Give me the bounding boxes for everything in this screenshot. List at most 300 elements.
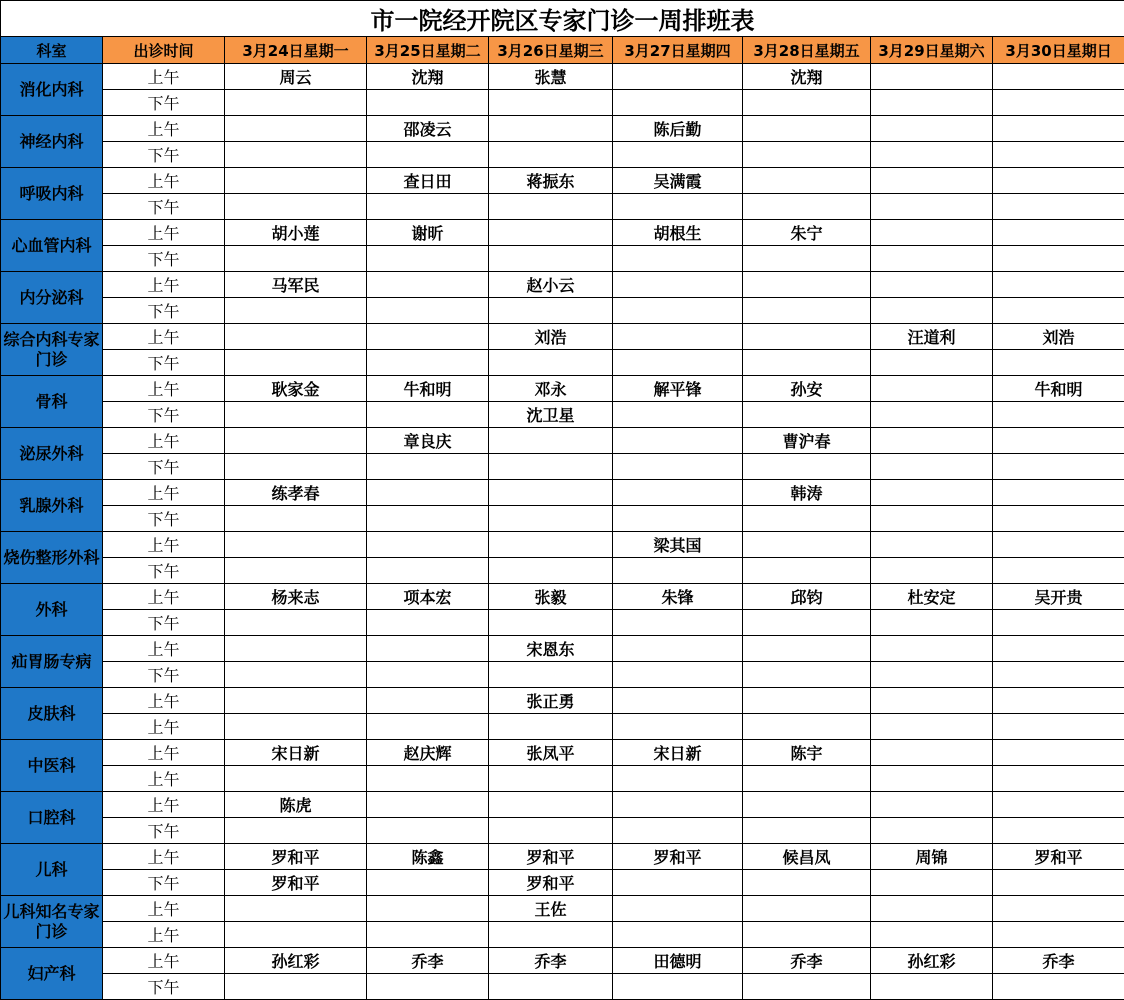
doctor-cell (993, 90, 1124, 116)
doctor-cell (613, 64, 743, 90)
doctor-cell (367, 974, 489, 1000)
doctor-cell (993, 662, 1124, 688)
doctor-cell: 张凤平 (489, 740, 613, 766)
doctor-cell (871, 142, 993, 168)
doctor-cell (613, 714, 743, 740)
doctor-cell (367, 246, 489, 272)
doctor-cell: 吴满霞 (613, 168, 743, 194)
doctor-cell (367, 454, 489, 480)
doctor-cell: 乔李 (993, 948, 1124, 974)
department-name: 中医科 (1, 740, 103, 792)
doctor-cell (743, 610, 871, 636)
doctor-cell (743, 896, 871, 922)
doctor-cell (489, 90, 613, 116)
header-day: 3月25日星期二 (367, 37, 489, 64)
doctor-cell (993, 168, 1124, 194)
doctor-cell (871, 246, 993, 272)
doctor-cell (367, 896, 489, 922)
doctor-cell (871, 688, 993, 714)
doctor-cell (367, 194, 489, 220)
table-row (1, 64, 1124, 90)
doctor-cell (367, 610, 489, 636)
doctor-cell (367, 766, 489, 792)
doctor-cell (743, 194, 871, 220)
table-row (1, 584, 1124, 610)
doctor-cell (613, 662, 743, 688)
header-time: 出诊时间 (103, 37, 225, 64)
doctor-cell (489, 454, 613, 480)
doctor-cell: 孙红彩 (871, 948, 993, 974)
doctor-cell (367, 350, 489, 376)
department-name: 乳腺外科 (1, 480, 103, 532)
doctor-cell (225, 714, 367, 740)
doctor-cell: 张毅 (489, 584, 613, 610)
time-slot: 上午 (103, 844, 225, 870)
doctor-cell (743, 90, 871, 116)
doctor-cell: 罗和平 (225, 844, 367, 870)
doctor-cell (225, 246, 367, 272)
doctor-cell (225, 298, 367, 324)
department-name: 综合内科专家门诊 (1, 324, 103, 376)
doctor-cell (225, 428, 367, 454)
table-row (1, 792, 1124, 818)
doctor-cell (225, 558, 367, 584)
time-slot: 上午 (103, 688, 225, 714)
doctor-cell (367, 272, 489, 298)
doctor-cell (993, 454, 1124, 480)
doctor-cell (871, 532, 993, 558)
doctor-cell (871, 272, 993, 298)
doctor-cell: 吴开贵 (993, 584, 1124, 610)
doctor-cell (871, 64, 993, 90)
doctor-cell (225, 636, 367, 662)
doctor-cell (871, 506, 993, 532)
department-name: 泌尿外科 (1, 428, 103, 480)
doctor-cell (489, 558, 613, 584)
doctor-cell (613, 90, 743, 116)
doctor-cell: 沈卫星 (489, 402, 613, 428)
doctor-cell (613, 272, 743, 298)
doctor-cell (225, 194, 367, 220)
doctor-cell (871, 740, 993, 766)
doctor-cell (613, 792, 743, 818)
doctor-cell (225, 90, 367, 116)
doctor-cell (367, 636, 489, 662)
doctor-cell: 邵凌云 (367, 116, 489, 142)
doctor-cell: 章良庆 (367, 428, 489, 454)
doctor-cell (489, 506, 613, 532)
doctor-cell (489, 818, 613, 844)
header-department: 科室 (1, 37, 103, 64)
doctor-cell: 罗和平 (225, 870, 367, 896)
doctor-cell (225, 116, 367, 142)
header-day: 3月26日星期三 (489, 37, 613, 64)
time-slot: 下午 (103, 142, 225, 168)
doctor-cell (743, 662, 871, 688)
doctor-cell: 邱钧 (743, 584, 871, 610)
doctor-cell (743, 870, 871, 896)
doctor-cell: 谢昕 (367, 220, 489, 246)
doctor-cell (871, 662, 993, 688)
doctor-cell: 陈宇 (743, 740, 871, 766)
table-row (1, 948, 1124, 974)
doctor-cell (743, 402, 871, 428)
time-slot: 上午 (103, 168, 225, 194)
doctor-cell (871, 350, 993, 376)
time-slot: 下午 (103, 506, 225, 532)
table-row (1, 324, 1124, 350)
doctor-cell (871, 194, 993, 220)
table-row (1, 480, 1124, 506)
doctor-cell (225, 142, 367, 168)
doctor-cell: 耿家金 (225, 376, 367, 402)
doctor-cell (871, 818, 993, 844)
doctor-cell (871, 298, 993, 324)
time-slot: 上午 (103, 948, 225, 974)
doctor-cell: 宋恩东 (489, 636, 613, 662)
doctor-cell (489, 116, 613, 142)
doctor-cell (613, 974, 743, 1000)
doctor-cell (613, 922, 743, 948)
doctor-cell: 杨来志 (225, 584, 367, 610)
table-row (1, 688, 1124, 714)
doctor-cell (993, 870, 1124, 896)
table-row (1, 922, 1124, 948)
doctor-cell: 朱锋 (613, 584, 743, 610)
doctor-cell: 孙红彩 (225, 948, 367, 974)
doctor-cell: 罗和平 (613, 844, 743, 870)
doctor-cell (613, 142, 743, 168)
time-slot: 下午 (103, 194, 225, 220)
table-row (1, 194, 1124, 220)
department-name: 呼吸内科 (1, 168, 103, 220)
table-row (1, 272, 1124, 298)
doctor-cell (743, 298, 871, 324)
doctor-cell (871, 714, 993, 740)
department-name: 皮肤科 (1, 688, 103, 740)
table-row (1, 818, 1124, 844)
time-slot: 下午 (103, 246, 225, 272)
doctor-cell: 周锦 (871, 844, 993, 870)
doctor-cell (871, 896, 993, 922)
doctor-cell: 梁其国 (613, 532, 743, 558)
doctor-cell: 张慧 (489, 64, 613, 90)
table-row (1, 350, 1124, 376)
doctor-cell (489, 298, 613, 324)
doctor-cell: 罗和平 (489, 870, 613, 896)
doctor-cell (367, 324, 489, 350)
doctor-cell (489, 792, 613, 818)
doctor-cell (871, 90, 993, 116)
table-row (1, 558, 1124, 584)
doctor-cell (993, 688, 1124, 714)
doctor-cell (993, 246, 1124, 272)
doctor-cell (613, 688, 743, 714)
doctor-cell (993, 194, 1124, 220)
doctor-cell (993, 506, 1124, 532)
doctor-cell (367, 714, 489, 740)
time-slot: 上午 (103, 714, 225, 740)
time-slot: 上午 (103, 64, 225, 90)
time-slot: 下午 (103, 610, 225, 636)
doctor-cell: 曹沪春 (743, 428, 871, 454)
doctor-cell: 罗和平 (993, 844, 1124, 870)
table-row (1, 220, 1124, 246)
time-slot: 下午 (103, 350, 225, 376)
time-slot: 上午 (103, 532, 225, 558)
doctor-cell (993, 350, 1124, 376)
time-slot: 下午 (103, 558, 225, 584)
doctor-cell (613, 610, 743, 636)
doctor-cell (367, 298, 489, 324)
doctor-cell (993, 402, 1124, 428)
doctor-cell: 刘浩 (489, 324, 613, 350)
time-slot: 下午 (103, 402, 225, 428)
page-title: 市一院经开院区专家门诊一周排班表 (1, 1, 1124, 37)
doctor-cell (743, 246, 871, 272)
department-name: 儿科知名专家门诊 (1, 896, 103, 948)
doctor-cell: 沈翔 (743, 64, 871, 90)
doctor-cell (367, 142, 489, 168)
doctor-cell: 查日田 (367, 168, 489, 194)
doctor-cell (871, 974, 993, 1000)
doctor-cell (613, 480, 743, 506)
doctor-cell (871, 636, 993, 662)
doctor-cell: 沈翔 (367, 64, 489, 90)
doctor-cell: 乔李 (489, 948, 613, 974)
doctor-cell: 解平锋 (613, 376, 743, 402)
doctor-cell: 赵庆辉 (367, 740, 489, 766)
doctor-cell (993, 220, 1124, 246)
doctor-cell: 陈虎 (225, 792, 367, 818)
doctor-cell (871, 610, 993, 636)
doctor-cell (743, 974, 871, 1000)
doctor-cell (489, 428, 613, 454)
time-slot: 下午 (103, 454, 225, 480)
doctor-cell (225, 350, 367, 376)
table-row (1, 974, 1124, 1000)
doctor-cell (489, 142, 613, 168)
department-name: 神经内科 (1, 116, 103, 168)
doctor-cell: 乔李 (743, 948, 871, 974)
doctor-cell (225, 818, 367, 844)
header-day: 3月30日星期日 (993, 37, 1124, 64)
doctor-cell: 宋日新 (225, 740, 367, 766)
header-day: 3月28日星期五 (743, 37, 871, 64)
doctor-cell (993, 610, 1124, 636)
doctor-cell (613, 870, 743, 896)
time-slot: 上午 (103, 428, 225, 454)
department-name: 骨科 (1, 376, 103, 428)
doctor-cell (225, 506, 367, 532)
table-row (1, 142, 1124, 168)
doctor-cell: 罗和平 (489, 844, 613, 870)
department-name: 疝胃肠专病 (1, 636, 103, 688)
doctor-cell (743, 818, 871, 844)
doctor-cell: 周云 (225, 64, 367, 90)
doctor-cell (743, 272, 871, 298)
department-name: 内分泌科 (1, 272, 103, 324)
doctor-cell (489, 480, 613, 506)
doctor-cell (871, 480, 993, 506)
doctor-cell: 陈鑫 (367, 844, 489, 870)
doctor-cell: 乔李 (367, 948, 489, 974)
doctor-cell (225, 688, 367, 714)
doctor-cell: 朱宁 (743, 220, 871, 246)
doctor-cell (743, 558, 871, 584)
table-row (1, 168, 1124, 194)
doctor-cell: 练孝春 (225, 480, 367, 506)
doctor-cell: 马军民 (225, 272, 367, 298)
doctor-cell: 牛和明 (993, 376, 1124, 402)
doctor-cell (367, 922, 489, 948)
doctor-cell (613, 896, 743, 922)
table-row (1, 870, 1124, 896)
doctor-cell (225, 402, 367, 428)
doctor-cell (613, 636, 743, 662)
time-slot: 上午 (103, 766, 225, 792)
time-slot: 上午 (103, 922, 225, 948)
table-row (1, 662, 1124, 688)
doctor-cell (871, 402, 993, 428)
doctor-cell (871, 558, 993, 584)
doctor-cell: 宋日新 (613, 740, 743, 766)
doctor-cell (993, 896, 1124, 922)
doctor-cell (743, 506, 871, 532)
doctor-cell (743, 792, 871, 818)
header-row (1, 37, 1124, 64)
doctor-cell (993, 740, 1124, 766)
table-row (1, 428, 1124, 454)
doctor-cell (367, 558, 489, 584)
table-row (1, 844, 1124, 870)
doctor-cell: 刘浩 (993, 324, 1124, 350)
doctor-cell (993, 116, 1124, 142)
doctor-cell (225, 662, 367, 688)
doctor-cell: 张正勇 (489, 688, 613, 714)
doctor-cell: 胡小莲 (225, 220, 367, 246)
time-slot: 上午 (103, 220, 225, 246)
doctor-cell (367, 90, 489, 116)
header-day: 3月24日星期一 (225, 37, 367, 64)
time-slot: 上午 (103, 324, 225, 350)
doctor-cell (993, 818, 1124, 844)
doctor-cell: 胡根生 (613, 220, 743, 246)
doctor-cell (489, 922, 613, 948)
doctor-cell (993, 142, 1124, 168)
doctor-cell (225, 324, 367, 350)
doctor-cell (871, 454, 993, 480)
doctor-cell (613, 818, 743, 844)
doctor-cell (743, 766, 871, 792)
time-slot: 上午 (103, 116, 225, 142)
time-slot: 下午 (103, 818, 225, 844)
table-row (1, 376, 1124, 402)
doctor-cell (367, 688, 489, 714)
doctor-cell (743, 116, 871, 142)
doctor-cell (489, 246, 613, 272)
doctor-cell (613, 298, 743, 324)
doctor-cell (743, 922, 871, 948)
doctor-cell (367, 662, 489, 688)
doctor-cell (871, 870, 993, 896)
doctor-cell (489, 220, 613, 246)
doctor-cell (871, 116, 993, 142)
doctor-cell (743, 714, 871, 740)
doctor-cell (225, 610, 367, 636)
department-name: 消化内科 (1, 64, 103, 116)
doctor-cell: 杜安定 (871, 584, 993, 610)
table-row (1, 402, 1124, 428)
doctor-cell (225, 974, 367, 1000)
doctor-cell (225, 454, 367, 480)
time-slot: 上午 (103, 792, 225, 818)
table-row (1, 532, 1124, 558)
doctor-cell (871, 376, 993, 402)
doctor-cell (225, 896, 367, 922)
doctor-cell (613, 506, 743, 532)
doctor-cell (489, 662, 613, 688)
time-slot: 下午 (103, 870, 225, 896)
doctor-cell (743, 454, 871, 480)
doctor-cell: 邓永 (489, 376, 613, 402)
department-name: 儿科 (1, 844, 103, 896)
doctor-cell (489, 194, 613, 220)
doctor-cell (743, 636, 871, 662)
doctor-cell (613, 324, 743, 350)
doctor-cell (993, 714, 1124, 740)
table-row (1, 610, 1124, 636)
doctor-cell: 韩涛 (743, 480, 871, 506)
time-slot: 上午 (103, 376, 225, 402)
doctor-cell (367, 792, 489, 818)
time-slot: 上午 (103, 584, 225, 610)
doctor-cell (871, 220, 993, 246)
doctor-cell: 汪道利 (871, 324, 993, 350)
doctor-cell (613, 454, 743, 480)
doctor-cell (993, 64, 1124, 90)
doctor-cell (613, 766, 743, 792)
doctor-cell (367, 480, 489, 506)
time-slot: 下午 (103, 90, 225, 116)
doctor-cell (993, 766, 1124, 792)
table-row (1, 246, 1124, 272)
doctor-cell (993, 428, 1124, 454)
doctor-cell: 牛和明 (367, 376, 489, 402)
doctor-cell (613, 246, 743, 272)
doctor-cell (993, 922, 1124, 948)
time-slot: 上午 (103, 636, 225, 662)
doctor-cell (225, 922, 367, 948)
doctor-cell (743, 350, 871, 376)
doctor-cell (743, 532, 871, 558)
table-row (1, 714, 1124, 740)
department-name: 妇产科 (1, 948, 103, 1000)
doctor-cell (613, 194, 743, 220)
header-day: 3月27日星期四 (613, 37, 743, 64)
table-row (1, 116, 1124, 142)
doctor-cell: 蒋振东 (489, 168, 613, 194)
table-row (1, 298, 1124, 324)
doctor-cell (613, 558, 743, 584)
doctor-cell (993, 636, 1124, 662)
doctor-cell (489, 714, 613, 740)
header-day: 3月29日星期六 (871, 37, 993, 64)
department-name: 心血管内科 (1, 220, 103, 272)
table-row (1, 766, 1124, 792)
doctor-cell (871, 792, 993, 818)
doctor-cell (489, 532, 613, 558)
